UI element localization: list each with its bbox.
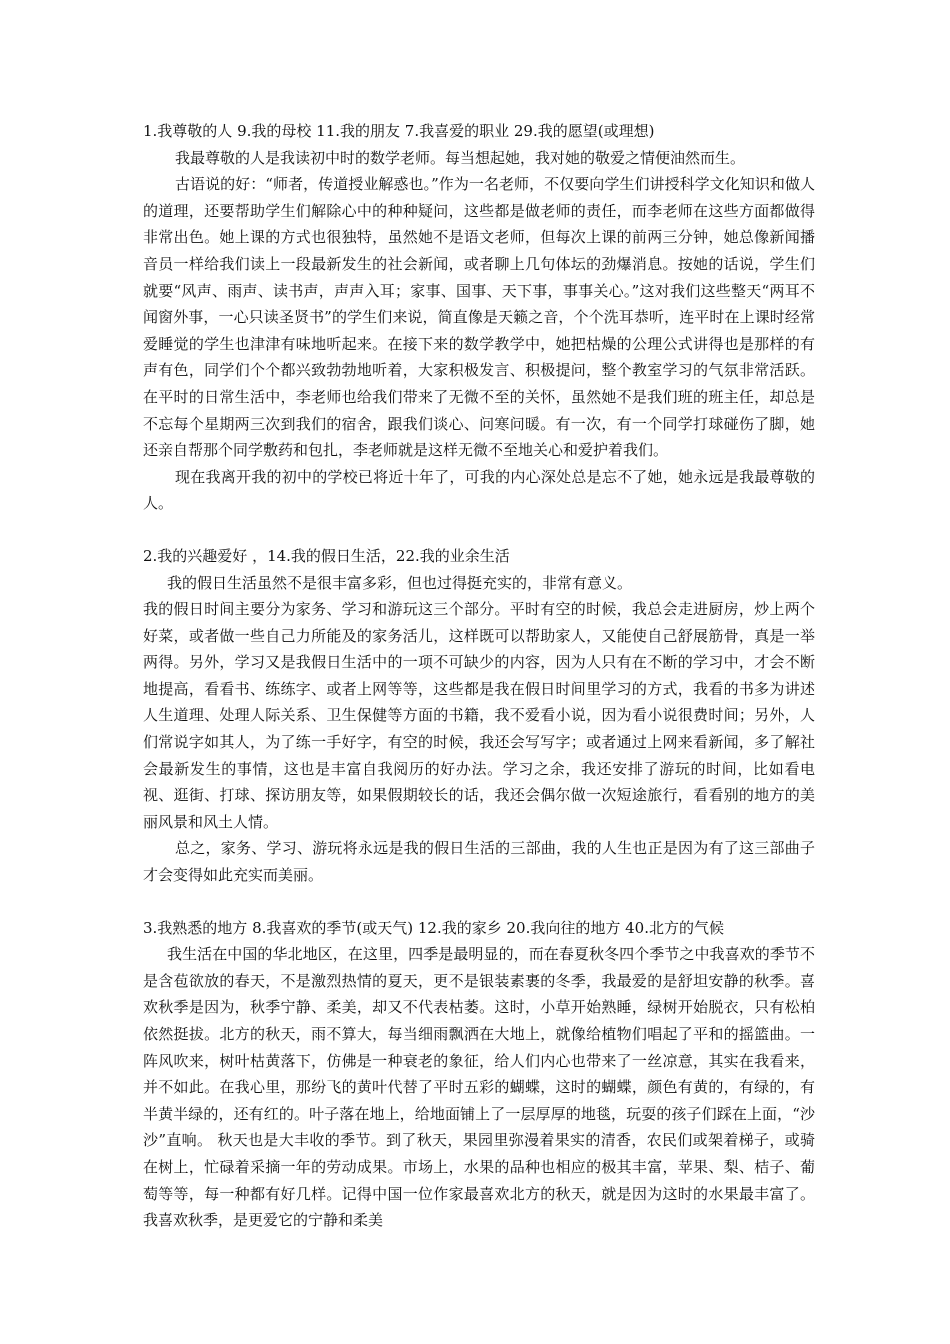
paragraph: 古语说的好：“师者，传道授业解惑也。”作为一名老师，不仅要向学生们讲授科学文化知识和做人的道理，还要帮助学生们解除心中的种种疑问，这些都是做老师的责任，而李老师在这些方面都做得非常出色。她上课的方式也很独特，虽然她不是语文老师，但每次上课的前两三分钟，她总像新闻播音员一样给我们读上一段最新发生的社会新闻，或者聊上几句体坛的劲爆消息。按她的话说，学生们就要“风声、雨声、读书声，声声入耳；家事、国事、天下事，事事关心。”这对我们这些整天“两耳不闻窗外事，一心只读圣贤书”的学生们来说，简直像是天籁之音，个个洗耳恭听，连平时在上课时经常爱睡觉的学生也津津有味地听起来。在接下来的数学教学中，她把枯燥的公理公式讲得也是那样的有声有色，同学们个个都兴致勃勃地听着，大家积极发言、积极提问，整个教室学习的气氛非常活跃。在平时的日常生活中，李老师也给我们带来了无微不至的关怀，虽然她不是我们班的班主任，却总是不忘每个星期两三次到我们的宿舍，跟我们谈心、问寒问暖。有一次，有一个同学打球碰伤了脚，她还亲自帮那个同学敷药和包扎，李老师就是这样无微不至地关心和爱护着我们。 [143,175,815,460]
paragraph: 我最尊敬的人是我读初中时的数学老师。每当想起她，我对她的敬爱之情便油然而生。 [175,148,746,167]
section-holiday-life [143,543,815,889]
paragraph: 我生活在中国的华北地区，在这里，四季是最明显的，而在春夏秋冬四个季节之中我喜欢的季节不是含苞欲放的春天，不是激烈热情的夏天，更不是银装素裹的冬季，我最爱的是舒坦安静的秋季。喜欢秋季是因为，秋季宁静、柔美，却又不代表枯萎。这时，小草开始熟睡，绿树开始脱衣，只有松柏依然挺拔。北方的秋天，雨不算大，每当细雨飘洒在大地上，就像给植物们唱起了平和的摇篮曲。一阵风吹来，树叶枯黄落下，仿佛是一种衰老的象征，给人们内心也带来了一丝凉意，其实在我看来，并不如此。在我心里，那纷飞的黄叶代替了平时五彩的蝴蝶，这时的蝴蝶，颜色有黄的，有绿的，有半黄半绿的，还有红的。叶子落在地上，给地面铺上了一层厚厚的地毯，玩耍的孩子们踩在上面，“沙沙”直响。 秋天也是大丰收的季节。到了秋天，果园里弥漫着果实的清香，农民们或架着梯子，或骑在树上，忙碌着采摘一年的劳动成果。市场上，水果的品种也相应的极其丰富，苹果、梨、桔子、葡萄等等，每一种都有好几样。记得中国一位作家最喜欢北方的秋天，就是因为这时的水果最丰富了。我喜欢秋季，是更爱它的宁静和柔美 [143,945,815,1230]
paragraph: 我的假日时间主要分为家务、学习和游玩这三个部分。平时有空的时候，我总会走进厨房，炒上两个好菜，或者做一些自己力所能及的家务活儿，这样既可以帮助家人，又能使自己舒展筋骨，真是一举两得。另外，学习又是我假日生活中的一项不可缺少的内容，因为人只有在不断的学习中，才会不断地提高，看看书、练练字、或者上网等等，这些都是我在假日时间里学习的方式，我看的书多为讲述人生道理、处理人际关系、卫生保健等方面的书籍，我不爱看小说，因为看小说很费时间；另外，人们常说字如其人，为了练一手好字，有空的时候，我还会写写字；或者通过上网来看新闻，多了解社会最新发生的事情，这也是丰富自我阅历的好办法。学习之余，我还安排了游玩的时间，比如看电视、逛街、打球、探访朋友等，如果假期较长的话，我还会偶尔做一次短途旅行，看看别的地方的美丽风景和风土人情。 [143,600,815,831]
section-heading: 1.我尊敬的人 9.我的母校 11.我的朋友 7.我喜爱的职业 29.我的愿望(或理想) [143,122,655,140]
paragraph: 现在我离开我的初中的学校已将近十年了，可我的内心深处总是忘不了她，她永远是我最尊敬的人。 [143,467,815,513]
document-page [143,118,815,1234]
section-heading: 2.我的兴趣爱好 ，14.我的假日生活，22.我的业余生活 [143,546,510,565]
section-familiar-place [143,915,815,1234]
section-heading: 3.我熟悉的地方 8.我喜欢的季节(或天气) 12.我的家乡 20.我向往的地方 40.北方的气候 [143,918,724,937]
paragraph: 我的假日生活虽然不是很丰富多彩，但也过得挺充实的，非常有意义。 [167,573,633,592]
paragraph: 总之，家务、学习、游玩将永远是我的假日生活的三部曲，我的人生也正是因为有了这三部曲子才会变得如此充实而美丽。 [143,839,815,885]
section-respected-person [143,118,815,517]
